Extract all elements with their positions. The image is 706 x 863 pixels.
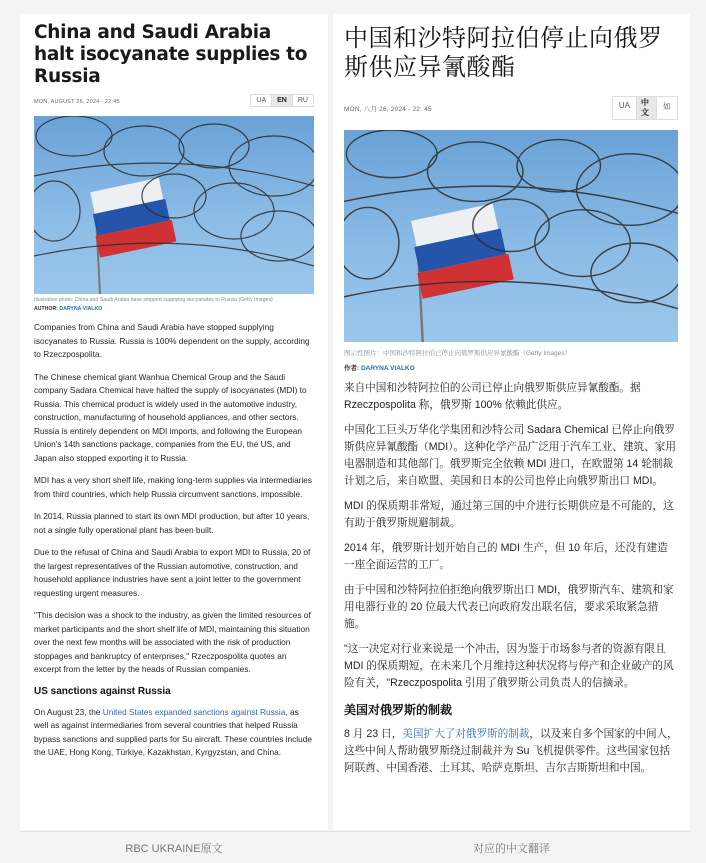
article-meta-zh bbox=[344, 96, 678, 120]
paragraph-2-zh: 中国化工巨头万华化学集团和沙特公司 Sadara Chemical 已停止向俄罗斯供应异氰酸酯（MDI）。这种化学产品广泛用于汽车工业、建筑、家用电器制造和其他部门。俄罗斯完全依赖 MDI 进口，在欧盟第 14 轮制裁计划之后，来自欧盟、美国和日本的公司也停止向俄罗斯出口 MDI。 bbox=[344, 424, 676, 487]
article-date-zh: MON, 八月 26, 2024 - 22: 45 bbox=[344, 106, 432, 113]
author-name[interactable]: DARYNA VIALKO bbox=[59, 306, 103, 312]
paragraph-3-zh: MDI 的保质期非常短，通过第三国的中介进行长期供应是不可能的，这有助于俄罗斯规避制裁。 bbox=[344, 500, 674, 529]
article-date: MON, AUGUST 26, 2024 - 22:45 bbox=[34, 99, 120, 105]
paragraph-7-end: , as well as against intermediaries from several countries that helped Russia bypass sanctions and supplied parts for Su aircraft. These countries include the UAE, Hong Kong, Türkiye, Kazakhstan, Kyrgyzstan, and China. bbox=[34, 706, 312, 757]
chinese-article-panel bbox=[333, 14, 690, 830]
article-photo-zh bbox=[344, 130, 678, 342]
article-photo bbox=[34, 116, 314, 294]
footer-divider bbox=[20, 831, 690, 832]
paragraph-7-start-zh: 8 月 23 日， bbox=[344, 728, 403, 740]
paragraph-6: "This decision was a shock to the industry, as given the limited resources of market participants and the short shelf life of MDI, maintaining this situation over the next few months will be associated with the risk of production stoppages and bankruptcy of enterprises," Rzeczpospolita quotes an excerpt from the letter by the heads of Russian companies. bbox=[34, 610, 311, 674]
paragraph-7-end-zh: ，以及来自多个国家的中间人，这些中间人帮助俄罗斯绕过制裁并为 Su 飞机提供零件。这些国家包括阿联酋、中国香港、土耳其、哈萨克斯坦、吉尔吉斯斯坦和中国。 bbox=[344, 728, 678, 774]
language-switcher bbox=[250, 94, 314, 107]
footer-label-translation: 对应的中文翻译 bbox=[473, 843, 550, 855]
lang-option-zh[interactable]: 中文 bbox=[637, 97, 657, 119]
section-heading: US sanctions against Russia bbox=[34, 685, 171, 697]
paragraph-4-zh: 2014 年，俄罗斯计划开始自己的 MDI 生产，但 10 年后，还没有建造一座全面运营的工厂。 bbox=[344, 542, 668, 571]
paragraph-7-zh bbox=[344, 726, 678, 777]
author-line-zh bbox=[344, 363, 678, 372]
lang-option-ru-zh[interactable]: 如 bbox=[663, 102, 671, 111]
lang-option-en[interactable]: EN bbox=[272, 95, 293, 106]
paragraph-7-start: On August 23, the bbox=[34, 706, 103, 717]
author-label-zh: 作者: bbox=[344, 365, 360, 372]
section-heading-zh: 美国对俄罗斯的制裁 bbox=[344, 703, 453, 717]
author-name-zh[interactable]: DARYNA VIALKO bbox=[360, 365, 415, 372]
paragraph-5: Due to the refusal of China and Saudi Arabia to export MDI to Russia, 20 of the largest representatives of the Russian automotive, construction, and household appliance industries have sent a joint letter to the government requesting urgent measures. bbox=[34, 547, 311, 598]
footer-label-original: RBC UKRAINE原文 bbox=[125, 843, 223, 855]
flag-barbed-wire-image bbox=[34, 116, 314, 294]
language-switcher-zh bbox=[612, 96, 678, 120]
author-line bbox=[34, 306, 314, 312]
article-title-zh: 中国和沙特阿拉伯停止向俄罗斯供应异氰酸酯 bbox=[344, 24, 663, 81]
photo-caption-zh: 图示性图片：中国和沙特阿拉伯已停止向俄罗斯供应异氰酸酯（Getty Images） bbox=[344, 350, 572, 357]
paragraph-2: The Chinese chemical giant Wanhua Chemical Group and the Saudi company Sadara Chemical have halted the supply of isocyanates (MDI) to Russia. This chemical product is widely used in the automotive industry, construction, manufacturing of household appliances, and other sectors. Russia is entirely dependent on MDI imports, and following the European Union's 14th sanctions package, companies from the EU, the US, and Japan also stopped exporting it to Russia. bbox=[34, 371, 307, 463]
article-title: China and Saudi Arabia halt isocyanate supplies to Russia bbox=[34, 22, 308, 87]
paragraph-1: Companies from China and Saudi Arabia have stopped supplying isocyanates to Russia. Russia is 100% dependent on the supply, according to Rzeczpospolita. bbox=[34, 322, 310, 359]
paragraph-5-zh: 由于中国和沙特阿拉伯拒绝向俄罗斯出口 MDI，俄罗斯汽车、建筑和家用电器行业的 20 位最大代表已向政府发出联名信，要求采取紧急措施。 bbox=[344, 584, 674, 630]
sanctions-link-zh[interactable]: 美国扩大了对俄罗斯的制裁 bbox=[402, 728, 530, 740]
paragraph-7 bbox=[34, 706, 314, 760]
paragraph-4: In 2014, Russia planned to start its own MDI production, but after 10 years, not a single fully operational plant has been built. bbox=[34, 511, 310, 535]
photo-caption: Illustrative photo: China and Saudi Arabia have stopped supplying isocyanates to Russia (Getty Images) bbox=[34, 297, 273, 303]
author-label: AUTHOR: bbox=[34, 306, 58, 312]
paragraph-1-zh: 来自中国和沙特阿拉伯的公司已停止向俄罗斯供应异氰酸酯。据 Rzeczpospolita 称，俄罗斯 100% 依赖此供应。 bbox=[344, 382, 641, 411]
english-article-panel bbox=[20, 14, 328, 830]
paragraph-6-zh: "这一决定对行业来说是一个冲击，因为鉴于市场参与者的资源有限且 MDI 的保质期短，在未来几个月维持这种状况将与停产和企业破产的风险有关，"Rzeczpospolita 引用了俄罗斯公司负责人的信摘录。 bbox=[344, 643, 674, 689]
article-body-zh bbox=[344, 380, 678, 777]
flag-barbed-wire-image-zh bbox=[344, 130, 678, 342]
sanctions-link[interactable]: United States expanded sanctions against Russia bbox=[102, 706, 286, 717]
lang-option-ua-zh[interactable]: UA bbox=[613, 97, 637, 119]
article-meta bbox=[34, 94, 314, 110]
article-body bbox=[34, 321, 314, 760]
lang-option-ua[interactable]: UA bbox=[251, 95, 272, 106]
lang-option-ru[interactable]: RU bbox=[297, 97, 308, 104]
paragraph-3: MDI has a very short shelf life, making long-term supplies via intermediaries from third countries, which help Russia circumvent sanctions, impossible. bbox=[34, 475, 313, 499]
